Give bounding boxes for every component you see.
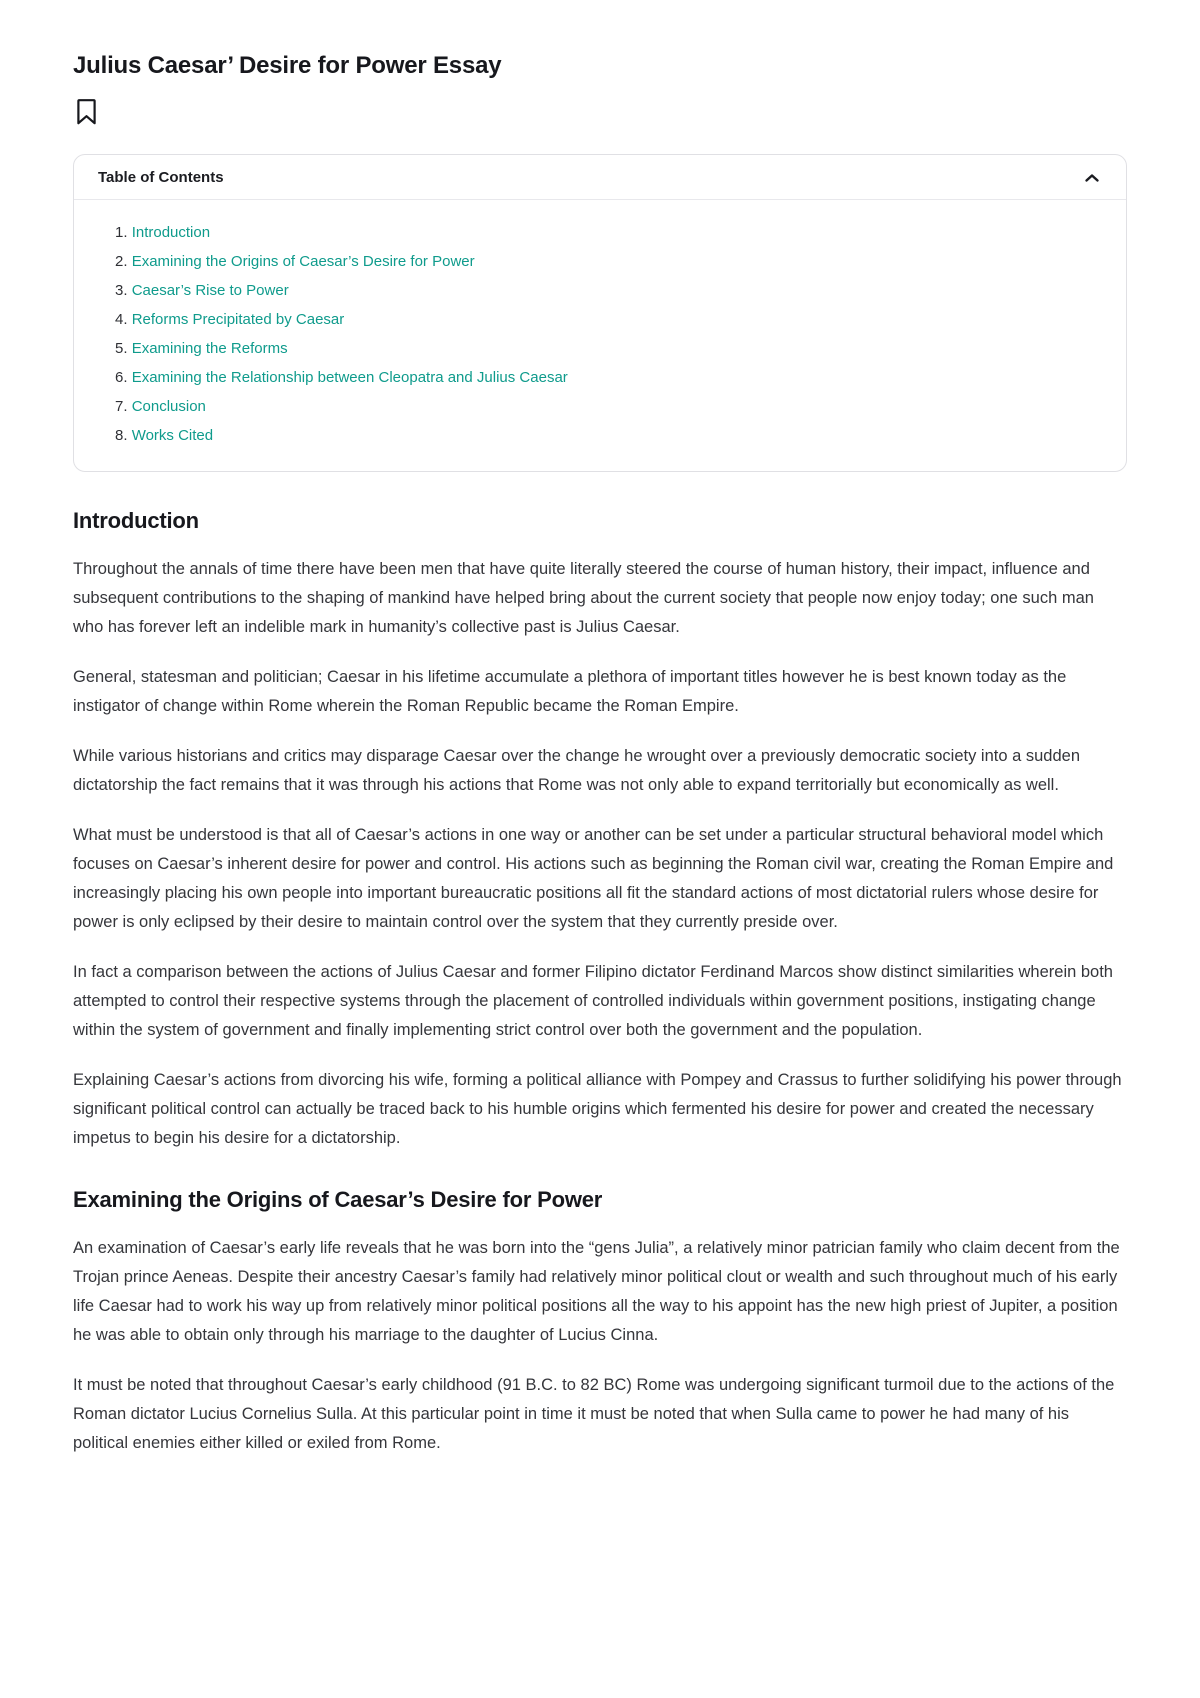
bookmark-button[interactable] <box>75 98 98 126</box>
table-of-contents-card <box>73 154 1127 472</box>
paragraph: It must be noted that throughout Caesar’s early childhood (91 B.C. to 82 BC) Rome was undergoing significant turmoil due to the actions of the Roman dictator Lucius Cornelius Sulla. At this particular point in time it must be noted that when Sulla came to power he had many of his political enemies either killed or exiled from Rome. <box>73 1376 1115 1452</box>
toc-link-origins-of-desire[interactable]: Examining the Origins of Caesar’s Desire for Power <box>131 253 475 270</box>
toc-link-cleopatra-relationship[interactable]: Examining the Relationship between Cleopatra and Julius Caesar <box>131 369 568 386</box>
toc-list <box>74 200 1126 471</box>
toc-item <box>115 398 1102 416</box>
paragraph: An examination of Caesar’s early life reveals that he was born into the “gens Julia”, a relatively minor patrician family who claim decent from the Trojan prince Aeneas. Despite their ancestry Caesar’s family had relatively minor political clout or wealth and such throughout much of his early life Caesar had to work his way up from relatively minor political positions all the way to his appoint has the new high priest of Jupiter, a position he was able to obtain only through his marriage to the daughter of Lucius Cinna. <box>73 1239 1120 1344</box>
section-heading-introduction: Introduction <box>73 508 199 533</box>
toc-header-toggle[interactable] <box>74 155 1126 200</box>
toc-link-reforms-precipitated[interactable]: Reforms Precipitated by Caesar <box>131 311 345 328</box>
toc-title: Table of Contents <box>98 169 224 186</box>
toc-item <box>115 282 1102 300</box>
toc-item <box>115 427 1102 445</box>
toc-link-conclusion[interactable]: Conclusion <box>131 398 206 415</box>
toc-link-examining-reforms[interactable]: Examining the Reforms <box>131 340 288 357</box>
toc-link-rise-to-power[interactable]: Caesar’s Rise to Power <box>131 282 289 299</box>
toc-item <box>115 224 1102 242</box>
paragraph: What must be understood is that all of Caesar’s actions in one way or another can be set under a particular structural behavioral model which focuses on Caesar’s inherent desire for power and control. His actions such as beginning the Roman civil war, creating the Roman Empire and increasingly placing his own people into important bureaucratic positions all fit the standard actions of most dictatorial rulers whose desire for power is only eclipsed by their desire to maintain control over the system that they currently preside over. <box>73 826 1114 931</box>
toc-link-introduction[interactable]: Introduction <box>131 224 211 241</box>
chevron-up-icon[interactable] <box>1084 172 1100 184</box>
toc-item <box>115 369 1102 387</box>
paragraph: While various historians and critics may disparage Caesar over the change he wrought over a previously democratic society into a sudden dictatorship the fact remains that it was through his actions that Rome was not only able to expand territorially but economically as well. <box>73 747 1081 794</box>
paragraph: Throughout the annals of time there have been men that have quite literally steered the course of human history, their impact, influence and subsequent contributions to the shaping of mankind have helped bring about the current society that people now enjoy today; one such man who has forever left an indelible mark in humanity’s collective past is Julius Caesar. <box>73 560 1094 636</box>
section-heading-origins-of-desire: Examining the Origins of Caesar’s Desire for Power <box>73 1187 603 1212</box>
page-title: Julius Caesar’ Desire for Power Essay <box>73 52 502 79</box>
bookmark-icon <box>75 114 98 129</box>
paragraph: In fact a comparison between the actions of Julius Caesar and former Filipino dictator Ferdinand Marcos show distinct similarities wherein both attempted to control their respective systems through the placement of controlled individuals within government positions, instigating change within the system of government and finally implementing strict control over both the government and the population. <box>73 963 1113 1039</box>
paragraph: Explaining Caesar’s actions from divorcing his wife, forming a political alliance with Pompey and Crassus to further solidifying his power through significant political control can actually be traced back to his humble origins which fermented his desire for power and created the necessary impetus to begin his desire for a dictatorship. <box>73 1071 1122 1147</box>
toc-link-works-cited[interactable]: Works Cited <box>131 427 214 444</box>
paragraph: General, statesman and politician; Caesar in his lifetime accumulate a plethora of important titles however he is best known today as the instigator of change within Rome wherein the Roman Republic became the Roman Empire. <box>73 668 1067 715</box>
toc-item <box>115 340 1102 358</box>
toc-item <box>115 253 1102 271</box>
toc-item <box>115 311 1102 329</box>
